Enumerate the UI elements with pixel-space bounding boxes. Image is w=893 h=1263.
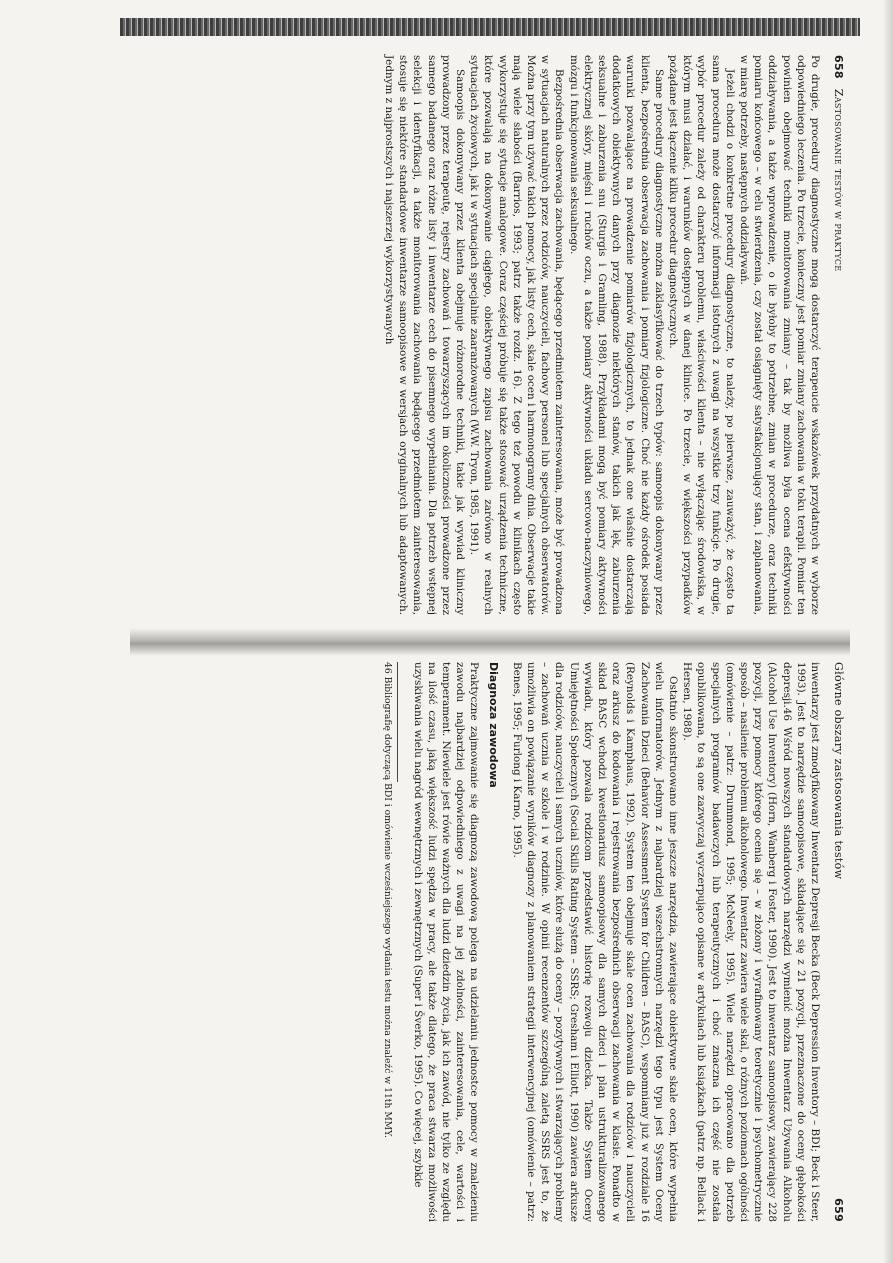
paragraph: Po drugie, procedury diagnostyczne mogą dostarczyć terapeucie wskazówek przydatnych w wyborze odpowiedniego leczenia. Po trzecie, konieczny jest pomiar zmiany zachowania w toku terapii. Pomiar ten powinien obejmować techniki monitorowania zmiany – tak by możliwa była ocena efektywności oddziaływania, a także wprowadzenie, o ile byłoby to potrzebne, zmian w procedurze, oraz techniki pomiaru końcowego – w celu stwierdzenia, czy został osiągnięty satysfakcjonujący stan, i zaplanowania, w miarę potrzeby, następnych oddziaływań. xyxy=(737,55,821,615)
running-head-title-659: Główne obszary zastosowania testów xyxy=(832,662,845,880)
paragraph: Same procedury diagnostyczne można zaklasyfikować do trzech typów: samoopis dokonywany przez klienta, bezpośrednia obserwacja zachowania i pomiary fizjologiczne. Choć nie każdy ośrodek posiada warunki pozwalające na prowadzenie pomiarów fizjologicznych, to jednak one właśnie dostarczają dodatkowych obiektywnych danych przy diagnozie niektórych stanów, takich jak lęk, zaburzenia seksualne i zaburzenia snu (Sturgis i Gramling, 1988). Przykładami mogą być pomiary aktywności elektrycznej skóry, mięśni i ruchów oczu, a także pomiary aktywności układu sercowo-naczyniowego, mózgu i funkcjonowania seksualnego. xyxy=(567,55,665,615)
text-column-658 xyxy=(382,55,822,615)
paragraph: Ostatnio skonstruowano inne jeszcze narzędzia, zawierające obiektywne skale ocen, które wypełnia wielu informatorów. Jednym z najbardziej wszechstronnych narzędzi tego typu jest System Oceny Zachowania Dzieci (Behavior Assessment System for Children – BASC), wspomniany już w rozdziale 16 (Reynolds i Kamphaus, 1992). System ten obejmuje skale ocen zachowania dla rodziców i nauczycieli oraz arkusz do kodowania i rejestrowania bezpośrednich obserwacji zachowania w klasie. Ponadto w skład BASC wchodzi kwestionariusz samoopisowy dla samych dzieci i plan ustrukturalizowanego wywiadu, który pozwala rodzicom przedstawić historię rozwoju dziecka. Także System Oceny Umiejętności Społecznych (Social Skills Rating System – SSRS; Gresham i Elliott, 1990) zawiera arkusze dla rodziców, nauczycieli i samych uczniów, które służą do oceny – pozytywnych i stwarzających problemy – zachowań ucznia w szkole i w rodzinie. W opinii recenzentów szczególną zaletą SSRS jest to, że umożliwia on powiązanie wyników diagnozy z planowaniem strategii interwencyjnej (omówienie – patrz: Benes, 1995; Furlong i Karno, 1995). xyxy=(510,662,679,1222)
page-658 xyxy=(225,55,845,615)
running-head-659 xyxy=(832,662,845,1222)
paragraph: Praktyczne zajmowanie się diagnozą zawodową polega na udzielaniu jednostce pomocy w znalezieniu zawodu najbardziej odpowiedniego z uwagi na jej zdolności, zainteresowania, cele, wartości i temperament. Niewiele jest rówie ważnych dla ludzi dziedzin życia, jak ich zawód, nie tylko ze względu na ilość czasu, jaką większość ludzi spędza w pracy, ale także dlatego, że praca stwarza możliwości uzyskiwania wielu nagród wewnętrznych i zewnętrznych (Super i Šverko, 1995). Co więcej, szybkie xyxy=(411,662,481,1222)
running-head-title-658: Zastosowanie testów w praktyce xyxy=(832,88,845,272)
paragraph: Jeżeli chodzi o konkretne procedury diagnostyczne, to należy, po pierwsze, zauważyć, że często ta sama procedura może dostarczyć informacji istotnych z uwagi na wszystkie trzy funkcje. Po drugie, wybór procedur zależy od charakteru problemu, właściwości klienta – nie wyłączając środowiska, w którym musi działać, i warunków dostępnych w danej klinice. Po trzecie, w większości przypadków pożądane jest łączenie kilku procedur diagnostycznych. xyxy=(666,55,736,615)
paragraph: inwentarzy jest zmodyfikowany Inwentarz Depresji Becka (Beck Depression Inventory – BDI; Beck i Steer, 1993). Jest to narzędzie samoopisowe, składające się z 21 pozycji, przeznaczone do oceny głębokości depresji.46 Wśród nowszych standardowych narzędzi wymienić można Inwentarz Używania Alkoholu (Alcohol Use Inventory) (Horn, Wanberg i Foster, 1990). Jest to inwentarz samoopisowy, zawierający 228 pozycji, przy pomocy którego ocenia się – w złożony i wyrafinowany teoretycznie i psychometrycznie sposób – nasilenie problemu alkoholowego. Inwentarz zawiera wiele skal, o różnych poziomach ogólności (omówienie – patrz: Drummond, 1995; McNeely, 1995). Wiele narzędzi opracowano dla potrzeb specjalnych programów badawczych lub terapeutycznych i choć znaczna ich część nie została opublikowana, to są one zazwyczaj wyczerpująco opisane w artykułach lub książkach (patrz np. Bellack i Hersen, 1988). xyxy=(681,662,821,1222)
page-edge-shadow xyxy=(883,0,893,1263)
scan-artifact-band xyxy=(120,18,860,36)
section-heading: Diagnoza zawodowa xyxy=(486,662,500,788)
folio-659: 659 xyxy=(832,1198,845,1222)
folio-658: 658 xyxy=(832,55,845,79)
text-column-659 xyxy=(381,662,822,1222)
book-gutter-shadow xyxy=(130,628,850,656)
footnote: 46 Bibliografię dotyczącą BDI i omówienie wcześniejszego wydania testu można znaleźć w 11th MMY. xyxy=(382,662,394,1138)
footnote-divider xyxy=(397,662,398,782)
paragraph: Bezpośrednia obserwacja zachowania, będącego przedmiotem zainteresowania, może być prowadzona w sytuacjach naturalnych przez rodziców, nauczycieli, fachowy personel lub specjalnych obserwatorów. Można przy tym używać takich pomocy, jak listy cech, skale ocen i harmonogramy dnia. Obserwacje takie mają wiele słabości (Barrios, 1993; patrz także rozdz. 16). Z tego też powodu w klinikach często wykorzystuje się sytuacje analogowe. Coraz częściej próbuje się także stosować urządzenia techniczne, które pozwalają na dokonywanie ciągłego, obiektywnego zapisu zachowania zarówno w realnych sytuacjach życiowych, jak i w sytuacjach specjalnie zaaranżowanych (W.W. Tryon, 1985, 1991). xyxy=(468,55,566,615)
paragraph: Samoopis dokonywany przez klienta obejmuje różnorodne techniki, takie jak wywiad kliniczny prowadzony przez terapeutę, rejestry zachowań i towarzyszących im okoliczności prowadzone przez samego badanego oraz różne listy i inwentarze cech do pisemnego wypełniania. Dla potrzeb wstępnej selekcji i identyfikacji, a także monitorowania zachowania będącego przedmiotem zainteresowania, stosuje się niektóre standardowe inwentarze samoopisowe w wersjach oryginalnych lub adaptowanych. Jednym z najprostszych i najszerzej wykorzystywanych xyxy=(382,55,466,615)
running-head-658 xyxy=(832,55,845,615)
page-659 xyxy=(185,662,845,1222)
